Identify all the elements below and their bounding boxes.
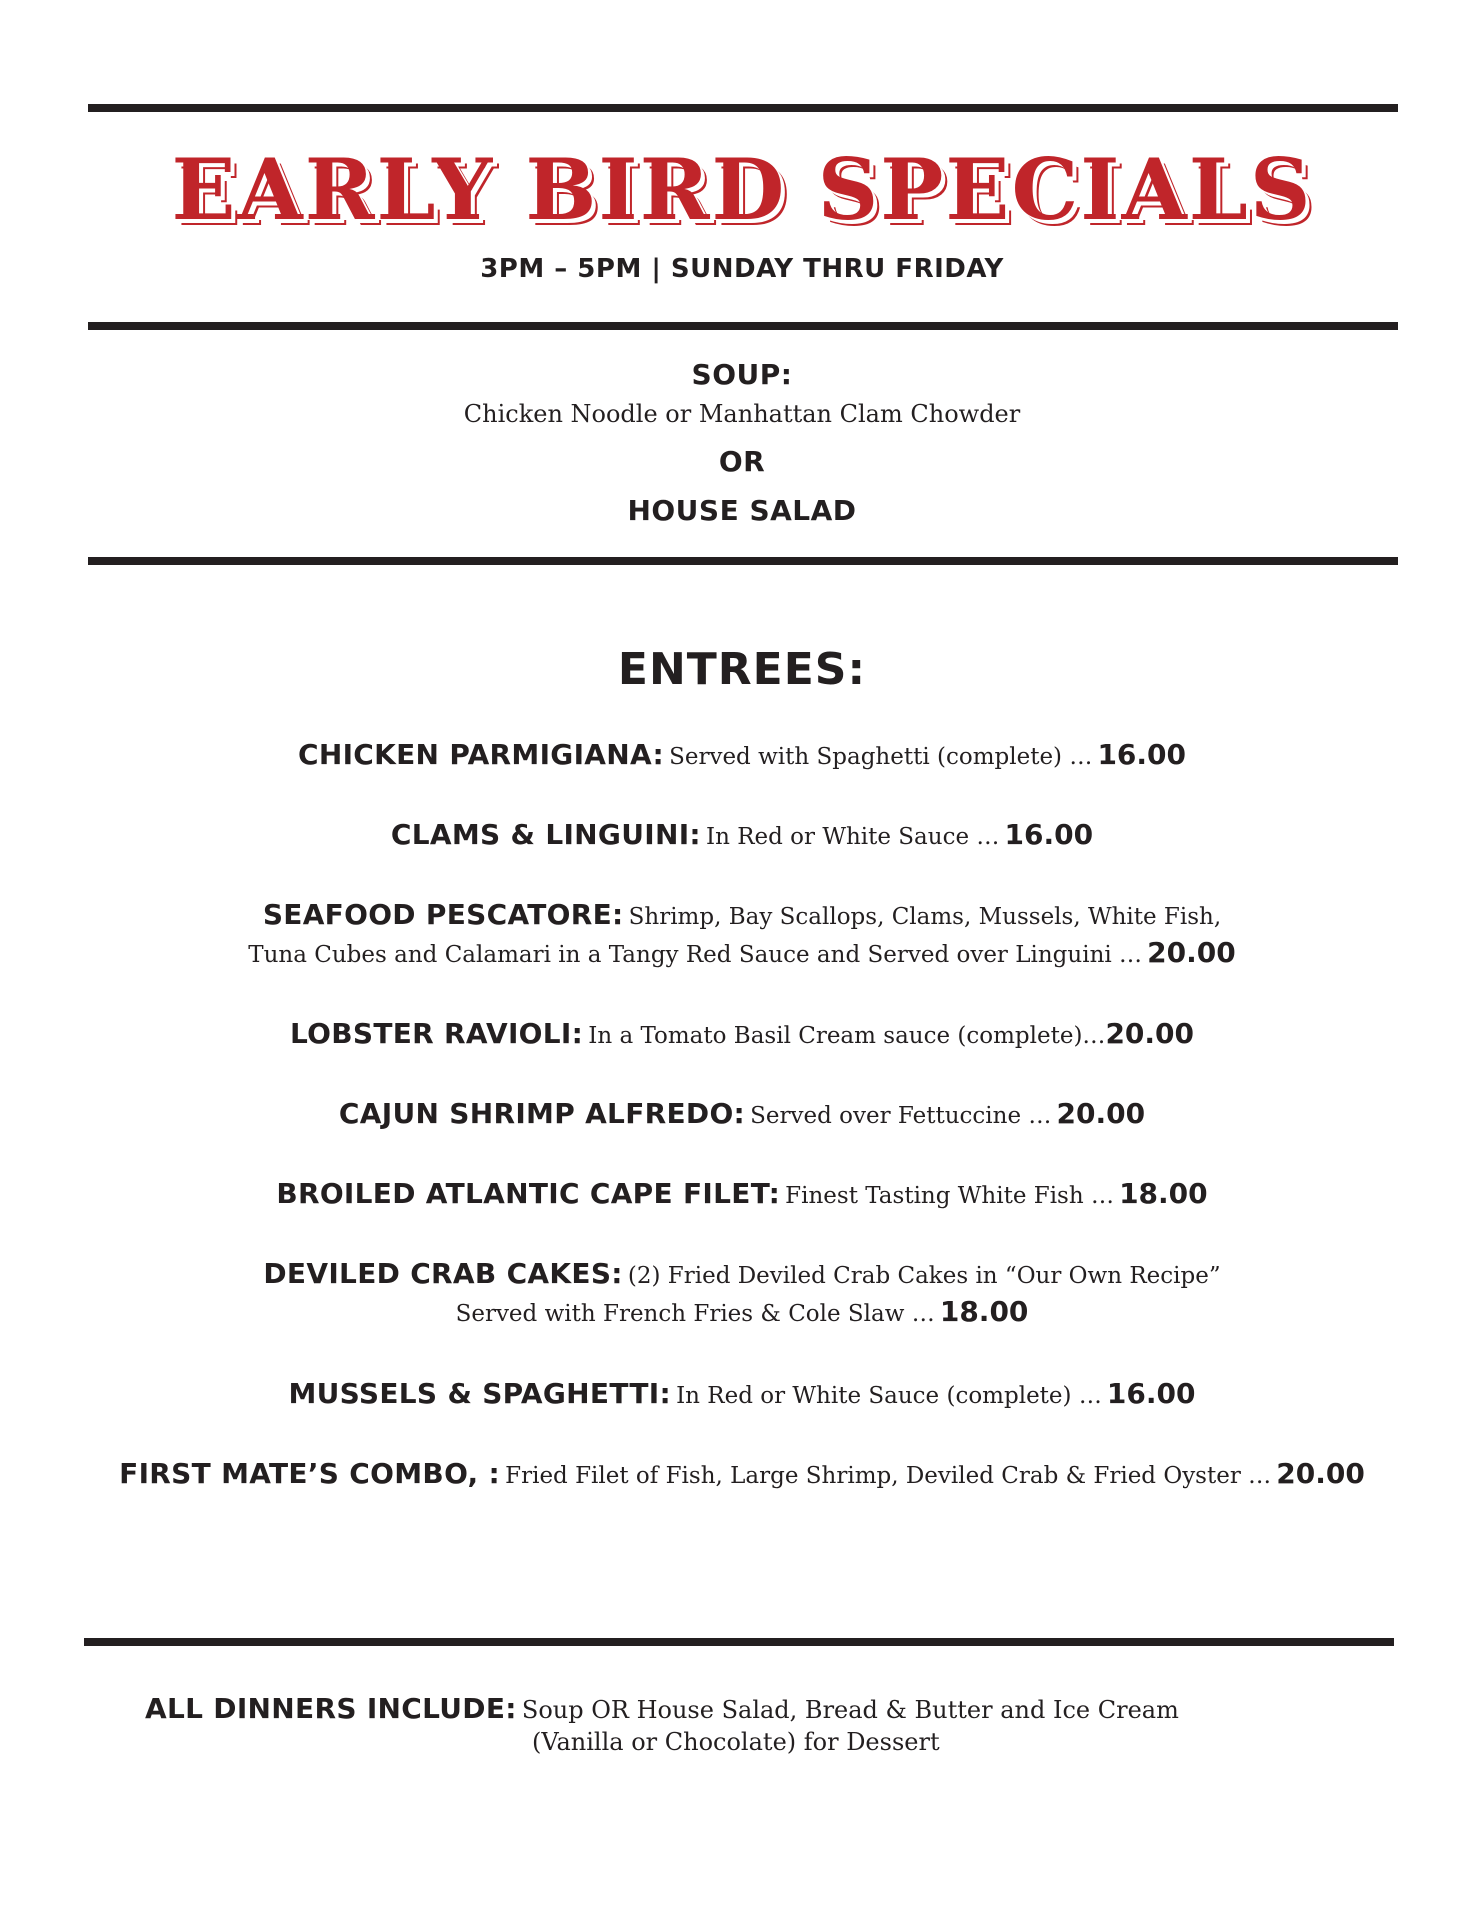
- item-description: (2) Fried Deviled Crab Cakes in “Our Own Recipe”: [627, 1263, 1221, 1289]
- item-name: SEAFOOD PESCATORE:: [262, 898, 624, 931]
- item-price: 16.00: [1097, 738, 1187, 771]
- house-salad-label: HOUSE SALAD: [627, 494, 857, 527]
- item-description: Served with Spaghetti (complete) …: [669, 744, 1093, 770]
- footer-line-2: (Vanilla or Chocolate) for Dessert: [532, 1728, 940, 1756]
- item-name: LOBSTER RAVIOLI:: [289, 1017, 584, 1050]
- top-rule: [88, 104, 1398, 112]
- item-name: CHICKEN PARMIGIANA:: [297, 738, 664, 771]
- item-description: In Red or White Sauce (complete) …: [676, 1383, 1102, 1409]
- menu-item: [0, 1017, 1484, 1050]
- item-description: Finest Tasting White Fish …: [785, 1183, 1114, 1209]
- item-description: Shrimp, Bay Scallops, Clams, Mussels, White Fish,: [628, 904, 1222, 930]
- item-price: 16.00: [1004, 818, 1094, 851]
- header-bottom-rule: [88, 322, 1398, 330]
- or-label: OR: [718, 445, 766, 478]
- entrees-heading: ENTREES:: [617, 644, 867, 695]
- menu-item: [0, 1457, 1484, 1490]
- item-description: Served over Fettuccine …: [750, 1103, 1052, 1129]
- footer-label: ALL DINNERS INCLUDE:: [145, 1692, 517, 1725]
- item-name: DEVILED CRAB CAKES:: [263, 1257, 623, 1290]
- item-description: Served with French Fries & Cole Slaw …: [455, 1301, 935, 1327]
- menu-item: [0, 1097, 1484, 1130]
- footer-top-rule: [84, 1638, 1394, 1646]
- item-description: In Red or White Sauce …: [706, 824, 1000, 850]
- menu-item: [0, 1257, 1484, 1290]
- item-name: MUSSELS & SPAGHETTI:: [288, 1377, 671, 1410]
- footer-line-1: [145, 1692, 1179, 1725]
- menu-item: [0, 738, 1484, 771]
- soup-options: Chicken Noodle or Manhattan Clam Chowder: [463, 400, 1021, 428]
- item-description: Fried Filet of Fish, Large Shrimp, Deviled Crab & Fried Oyster …: [505, 1463, 1272, 1489]
- item-description: Tuna Cubes and Calamari in a Tangy Red Sauce and Served over Linguini …: [248, 942, 1143, 968]
- item-price: 18.00: [1119, 1177, 1208, 1210]
- item-price: 20.00: [1276, 1457, 1365, 1490]
- soup-label: SOUP:: [691, 358, 793, 391]
- hours-line: 3PM – 5PM | SUNDAY THRU FRIDAY: [480, 254, 1004, 284]
- item-name: CLAMS & LINGUINI:: [390, 818, 701, 851]
- menu-title: EARLY BIRD SPECIALS: [171, 140, 1313, 239]
- menu-item: [0, 818, 1484, 851]
- item-name: FIRST MATE’S COMBO, :: [119, 1457, 501, 1490]
- item-price: 20.00: [1056, 1097, 1146, 1130]
- menu-item-continuation: [0, 936, 1484, 969]
- menu-item: [0, 898, 1484, 931]
- item-price: 20.00: [1105, 1017, 1195, 1050]
- item-description: In a Tomato Basil Cream sauce (complete)…: [588, 1023, 1106, 1049]
- footer-text: Soup OR House Salad, Bread & Butter and Ice Cream: [521, 1696, 1179, 1724]
- item-name: BROILED ATLANTIC CAPE FILET:: [276, 1177, 781, 1210]
- item-price: 20.00: [1147, 936, 1236, 969]
- item-price: 16.00: [1106, 1377, 1196, 1410]
- menu-item: [0, 1177, 1484, 1210]
- item-price: 18.00: [939, 1295, 1029, 1328]
- menu-item: [0, 1377, 1484, 1410]
- starter-bottom-rule: [88, 557, 1398, 565]
- menu-item-continuation: [0, 1295, 1484, 1328]
- item-name: CAJUN SHRIMP ALFREDO:: [338, 1097, 746, 1130]
